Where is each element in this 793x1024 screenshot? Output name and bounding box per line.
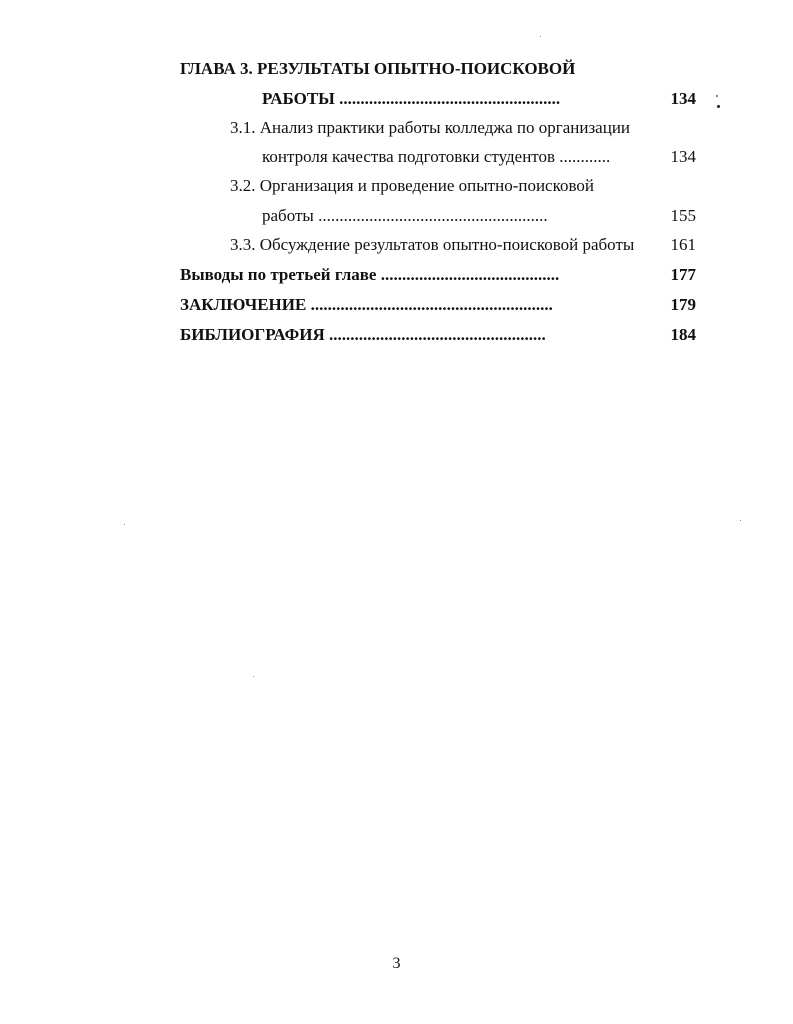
page-number: 3 [392, 955, 401, 972]
toc-conclusion-page: 179 [670, 295, 696, 314]
toc-chapter3-page: 134 [670, 89, 696, 108]
toc-conclusions-chapter3-page: 177 [670, 265, 696, 284]
toc-section-3-1-line2: контроля качества подготовки студентов ............ [262, 147, 611, 166]
toc-section-3-1-line1: 3.1. Анализ практики работы колледжа по организации [230, 118, 631, 137]
toc-conclusion: ЗАКЛЮЧЕНИЕ ......................................................... [180, 295, 553, 314]
toc-bibliography-page: 184 [670, 325, 696, 344]
scan-speck [740, 520, 741, 521]
scan-speck [124, 524, 125, 525]
toc-chapter3-title-line2: РАБОТЫ .................................................... [262, 89, 561, 108]
toc-bibliography: БИБЛИОГРАФИЯ ................................................... [180, 325, 546, 344]
toc-section-3-2-line1: 3.2. Организация и проведение опытно-поисковой [230, 176, 594, 195]
scan-speck [716, 95, 718, 97]
toc-chapter3-title-line1: ГЛАВА 3. РЕЗУЛЬТАТЫ ОПЫТНО-ПОИСКОВОЙ [180, 59, 576, 78]
toc-conclusions-chapter3: Выводы по третьей главе .......................................... [180, 265, 560, 284]
toc-section-3-2-page: 155 [670, 206, 696, 225]
toc-section-3-1-page: 134 [670, 147, 696, 166]
toc-section-3-3-page: 161 [670, 235, 696, 254]
scan-speck [253, 676, 254, 677]
scan-speck [540, 36, 541, 37]
scan-speck [717, 105, 720, 108]
toc-section-3-2-line2: работы ...................................................... [262, 206, 548, 225]
toc-section-3-3-line1: 3.3. Обсуждение результатов опытно-поисковой работы [230, 235, 635, 254]
